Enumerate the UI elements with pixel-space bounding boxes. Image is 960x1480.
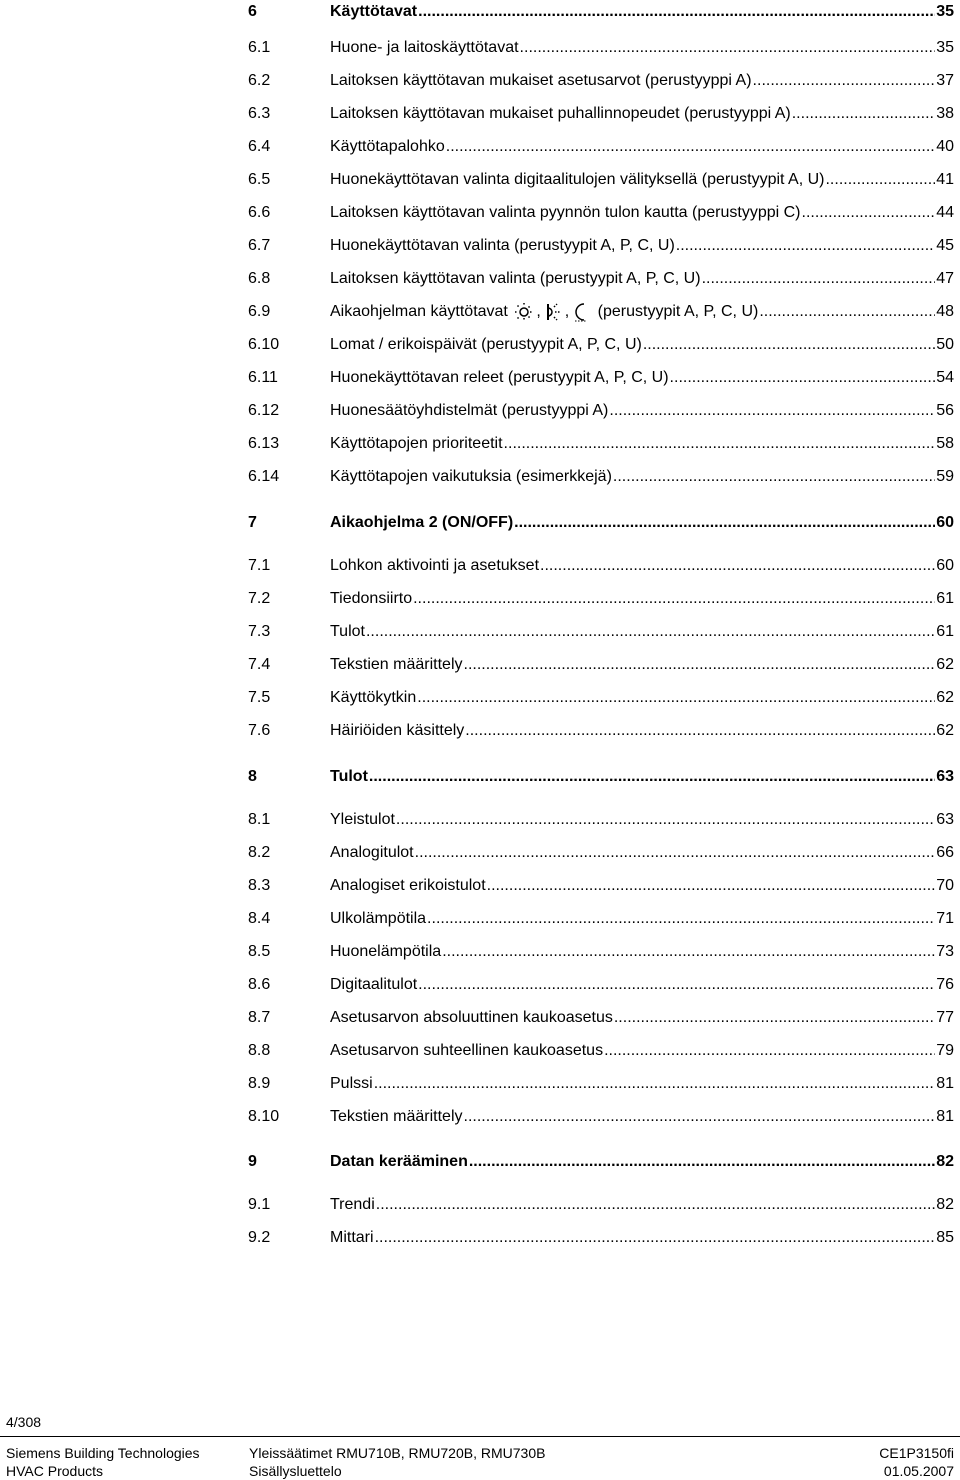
toc-entry-page: 76 bbox=[936, 976, 954, 993]
toc-entry-page: 58 bbox=[936, 435, 954, 452]
toc-entry-number: 8.4 bbox=[248, 910, 271, 927]
toc-entry[interactable] bbox=[248, 1105, 954, 1129]
toc-dot-leader bbox=[465, 719, 935, 743]
toc-entry-number: 6.6 bbox=[248, 204, 271, 221]
toc-entry-page: 85 bbox=[936, 1229, 954, 1246]
toc-entry-title: Asetusarvon suhteellinen kaukoasetus bbox=[330, 1042, 604, 1059]
toc-entry-number: 6.14 bbox=[248, 468, 280, 485]
footer-section: Sisällysluettelo bbox=[249, 1463, 342, 1479]
toc-entry-number: 6.7 bbox=[248, 237, 271, 254]
toc-entry-number: 6.12 bbox=[248, 402, 280, 419]
toc-entry-title: Häiriöiden käsittely bbox=[330, 722, 465, 739]
toc-entry-title: Käyttökytkin bbox=[330, 689, 417, 706]
toc-entry-number: 8.7 bbox=[248, 1009, 271, 1026]
toc-entry-page: 44 bbox=[936, 204, 954, 221]
toc-entry[interactable] bbox=[248, 432, 954, 456]
toc-dot-leader bbox=[396, 808, 935, 832]
toc-dot-leader bbox=[487, 874, 936, 898]
toc-entry-title: Analogitulot bbox=[330, 844, 414, 861]
toc-entry-page: 35 bbox=[936, 3, 954, 20]
toc-entry-title: Huone- ja laitoskäyttötavat bbox=[330, 39, 519, 56]
toc-chapter-entry[interactable] bbox=[248, 511, 954, 535]
toc-entry[interactable] bbox=[248, 1226, 954, 1250]
toc-entry-title: Lomat / erikoispäivät (perustyypit A, P, C, U) bbox=[330, 336, 642, 353]
footer-date: 01.05.2007 bbox=[883, 1463, 954, 1479]
toc-dot-leader bbox=[514, 511, 935, 535]
toc-entry-number: 7 bbox=[248, 514, 257, 531]
toc-entry-title: Tulot bbox=[330, 768, 368, 785]
toc-entry-page: 62 bbox=[936, 689, 954, 706]
economy-moon-icon bbox=[571, 302, 591, 322]
toc-dot-leader bbox=[417, 686, 935, 710]
toc-entry-title: Laitoksen käyttötavan valinta pyynnön tulon kautta (perustyyppi C) bbox=[330, 204, 801, 221]
toc-entry-page: 47 bbox=[936, 270, 954, 287]
toc-entry-number: 6.13 bbox=[248, 435, 280, 452]
toc-entry[interactable] bbox=[248, 1039, 954, 1063]
toc-entry-page: 63 bbox=[936, 811, 954, 828]
toc-entry-number: 6 bbox=[248, 3, 257, 20]
toc-entry[interactable] bbox=[248, 686, 954, 710]
toc-entry-title: Aikaohjelman käyttötavat , , (perustyypit A, P, C, U) bbox=[330, 303, 759, 320]
toc-entry-page: 50 bbox=[936, 336, 954, 353]
toc-dot-leader bbox=[613, 465, 935, 489]
toc-entry[interactable] bbox=[248, 168, 954, 192]
toc-entry-title: Tulot bbox=[330, 623, 365, 640]
toc-dot-leader bbox=[464, 653, 936, 677]
toc-entry-page: 81 bbox=[936, 1075, 954, 1092]
toc-dot-leader bbox=[604, 1039, 935, 1063]
toc-entry[interactable] bbox=[248, 808, 954, 832]
toc-dot-leader bbox=[418, 973, 935, 997]
toc-entry-title: Laitoksen käyttötavan mukaiset puhallinnopeudet (perustyyppi A) bbox=[330, 105, 791, 122]
toc-entry[interactable] bbox=[248, 620, 954, 644]
toc-entry-number: 7.4 bbox=[248, 656, 271, 673]
toc-entry[interactable] bbox=[248, 1006, 954, 1030]
footer-doc-id: CE1P3150fi bbox=[879, 1445, 954, 1461]
toc-entry-title: Tiedonsiirto bbox=[330, 590, 413, 607]
toc-chapter-entry[interactable] bbox=[248, 0, 954, 24]
toc-dot-leader bbox=[792, 102, 935, 126]
toc-entry-page: 35 bbox=[936, 39, 954, 56]
toc-entry[interactable] bbox=[248, 554, 954, 578]
toc-entry[interactable] bbox=[248, 1072, 954, 1096]
toc-entry-page: 62 bbox=[936, 656, 954, 673]
toc-entry-title: Käyttötapojen vaikutuksia (esimerkkejä) bbox=[330, 468, 612, 485]
toc-entry-number: 8.9 bbox=[248, 1075, 271, 1092]
toc-entry-page: 60 bbox=[936, 514, 954, 531]
toc-entry-page: 37 bbox=[936, 72, 954, 89]
toc-dot-leader bbox=[376, 1193, 935, 1217]
toc-entry-number: 8 bbox=[248, 768, 257, 785]
toc-entry-page: 40 bbox=[936, 138, 954, 155]
toc-entry[interactable] bbox=[248, 1193, 954, 1217]
toc-dot-leader bbox=[825, 168, 935, 192]
toc-entry-page: 62 bbox=[936, 722, 954, 739]
toc-dot-leader bbox=[504, 432, 936, 456]
toc-entry-title: Trendi bbox=[330, 1196, 375, 1213]
toc-entry[interactable] bbox=[248, 300, 954, 324]
toc-dot-leader bbox=[369, 765, 935, 789]
toc-entry-number: 8.3 bbox=[248, 877, 271, 894]
toc-entry-page: 63 bbox=[936, 768, 954, 785]
toc-dot-leader bbox=[540, 554, 935, 578]
toc-entry-title: Analogiset erikoistulot bbox=[330, 877, 486, 894]
toc-entry-number: 8.10 bbox=[248, 1108, 280, 1125]
toc-entry-number: 6.8 bbox=[248, 270, 271, 287]
toc-dot-leader bbox=[442, 940, 935, 964]
toc-entry-page: 66 bbox=[936, 844, 954, 861]
toc-entry-number: 7.3 bbox=[248, 623, 271, 640]
toc-entry-number: 6.1 bbox=[248, 39, 271, 56]
toc-entry-page: 54 bbox=[936, 369, 954, 386]
toc-entry[interactable] bbox=[248, 333, 954, 357]
toc-entry-title: Lohkon aktivointi ja asetukset bbox=[330, 557, 540, 574]
toc-entry-number: 6.3 bbox=[248, 105, 271, 122]
toc-entry[interactable] bbox=[248, 940, 954, 964]
footer-division: HVAC Products bbox=[6, 1463, 103, 1479]
toc-dot-leader bbox=[609, 399, 935, 423]
toc-dot-leader bbox=[464, 1105, 936, 1129]
toc-entry-number: 8.2 bbox=[248, 844, 271, 861]
toc-dot-leader bbox=[643, 333, 935, 357]
toc-entry-title: Yleistulot bbox=[330, 811, 395, 828]
toc-entry-page: 61 bbox=[936, 590, 954, 607]
toc-entry-number: 8.5 bbox=[248, 943, 271, 960]
footer-product: Yleissäätimet RMU710B, RMU720B, RMU730B bbox=[249, 1445, 546, 1461]
toc-dot-leader bbox=[753, 69, 936, 93]
toc-chapter-entry[interactable] bbox=[248, 1150, 954, 1174]
toc-entry-title: Käyttötapojen prioriteetit bbox=[330, 435, 503, 452]
toc-entry-page: 38 bbox=[936, 105, 954, 122]
precomfort-half-sun-icon bbox=[543, 302, 563, 322]
toc-entry[interactable] bbox=[248, 587, 954, 611]
toc-entry-page: 56 bbox=[936, 402, 954, 419]
toc-dot-leader bbox=[415, 841, 936, 865]
toc-entry-page: 73 bbox=[936, 943, 954, 960]
toc-dot-leader bbox=[702, 267, 936, 291]
toc-entry-number: 9.2 bbox=[248, 1229, 271, 1246]
toc-entry-page: 79 bbox=[936, 1042, 954, 1059]
toc-dot-leader bbox=[446, 135, 935, 159]
toc-entry-title: Huonesäätöyhdistelmät (perustyyppi A) bbox=[330, 402, 609, 419]
toc-entry-page: 70 bbox=[936, 877, 954, 894]
toc-entry-title: Mittari bbox=[330, 1229, 374, 1246]
toc-entry-page: 60 bbox=[936, 557, 954, 574]
toc-entry[interactable] bbox=[248, 973, 954, 997]
toc-entry-number: 9 bbox=[248, 1153, 257, 1170]
toc-dot-leader bbox=[374, 1072, 936, 1096]
toc-entry-number: 7.6 bbox=[248, 722, 271, 739]
toc-entry-title: Digitaalitulot bbox=[330, 976, 418, 993]
toc-entry[interactable] bbox=[248, 102, 954, 126]
toc-entry-title: Ulkolämpötila bbox=[330, 910, 427, 927]
toc-dot-leader bbox=[375, 1226, 936, 1250]
toc-entry-title: Tekstien määrittely bbox=[330, 1108, 463, 1125]
toc-entry-number: 7.1 bbox=[248, 557, 271, 574]
toc-entry-title: Laitoksen käyttötavan mukaiset asetusarvot (perustyyppi A) bbox=[330, 72, 752, 89]
toc-dot-leader bbox=[366, 620, 935, 644]
toc-entry[interactable] bbox=[248, 36, 954, 60]
toc-entry-page: 41 bbox=[936, 171, 954, 188]
toc-entry-page: 81 bbox=[936, 1108, 954, 1125]
toc-dot-leader bbox=[418, 0, 935, 24]
toc-entry-page: 82 bbox=[936, 1153, 954, 1170]
toc-entry-title: Pulssi bbox=[330, 1075, 373, 1092]
toc-entry-number: 6.5 bbox=[248, 171, 271, 188]
toc-entry-title: Laitoksen käyttötavan valinta (perustyypit A, P, C, U) bbox=[330, 270, 701, 287]
toc-entry-title: Tekstien määrittely bbox=[330, 656, 463, 673]
footer-company: Siemens Building Technologies bbox=[6, 1445, 200, 1461]
toc-entry-number: 8.1 bbox=[248, 811, 271, 828]
toc-entry-number: 8.6 bbox=[248, 976, 271, 993]
toc-entry-page: 59 bbox=[936, 468, 954, 485]
toc-entry-page: 61 bbox=[936, 623, 954, 640]
toc-entry[interactable] bbox=[248, 366, 954, 390]
footer-rule bbox=[0, 1436, 960, 1437]
toc-entry-page: 77 bbox=[936, 1009, 954, 1026]
toc-entry[interactable] bbox=[248, 653, 954, 677]
toc-entry-title: Aikaohjelma 2 (ON/OFF) bbox=[330, 514, 514, 531]
toc-entry[interactable] bbox=[248, 135, 954, 159]
toc-entry-number: 7.2 bbox=[248, 590, 271, 607]
toc-entry-number: 6.2 bbox=[248, 72, 271, 89]
page-number: 4/308 bbox=[6, 1414, 42, 1430]
toc-entry-page: 48 bbox=[936, 303, 954, 320]
toc-entry[interactable] bbox=[248, 69, 954, 93]
toc-dot-leader bbox=[759, 300, 935, 324]
toc-entry[interactable] bbox=[248, 399, 954, 423]
toc-entry-page: 82 bbox=[936, 1196, 954, 1213]
toc-entry-number: 6.10 bbox=[248, 336, 280, 353]
toc-entry-title: Huonekäyttötavan valinta (perustyypit A, P, C, U) bbox=[330, 237, 675, 254]
toc-dot-leader bbox=[413, 587, 935, 611]
toc-entry-number: 6.4 bbox=[248, 138, 271, 155]
toc-entry-page: 71 bbox=[936, 910, 954, 927]
toc-entry-number: 9.1 bbox=[248, 1196, 271, 1213]
toc-chapter-entry[interactable] bbox=[248, 765, 954, 789]
toc-dot-leader bbox=[670, 366, 936, 390]
toc-dot-leader bbox=[802, 201, 936, 225]
toc-entry[interactable] bbox=[248, 465, 954, 489]
toc-entry-number: 7.5 bbox=[248, 689, 271, 706]
toc-entry[interactable] bbox=[248, 267, 954, 291]
toc-entry[interactable] bbox=[248, 874, 954, 898]
toc-entry-title: Asetusarvon absoluuttinen kaukoasetus bbox=[330, 1009, 613, 1026]
toc-entry-number: 6.11 bbox=[248, 369, 278, 386]
toc-entry-title: Käyttötavat bbox=[330, 3, 418, 20]
comfort-sun-icon bbox=[514, 302, 534, 322]
toc-entry[interactable] bbox=[248, 907, 954, 931]
toc-dot-leader bbox=[427, 907, 935, 931]
toc-entry-title: Datan kerääminen bbox=[330, 1153, 468, 1170]
toc-dot-leader bbox=[614, 1006, 935, 1030]
toc-entry-number: 8.8 bbox=[248, 1042, 271, 1059]
toc-entry-title: Huonekäyttötavan releet (perustyypit A, P, C, U) bbox=[330, 369, 669, 386]
toc-entry-title: Käyttötapalohko bbox=[330, 138, 445, 155]
toc-entry[interactable] bbox=[248, 719, 954, 743]
toc-entry[interactable] bbox=[248, 841, 954, 865]
toc-dot-leader bbox=[520, 36, 936, 60]
toc-entry-page: 45 bbox=[936, 237, 954, 254]
toc-entry-title: Huonekäyttötavan valinta digitaalitulojen välityksellä (perustyypit A, U) bbox=[330, 171, 825, 188]
toc-entry[interactable] bbox=[248, 234, 954, 258]
toc-entry-title: Huonelämpötila bbox=[330, 943, 442, 960]
toc-entry-number: 6.9 bbox=[248, 303, 271, 320]
toc-dot-leader bbox=[676, 234, 935, 258]
toc-entry[interactable] bbox=[248, 201, 954, 225]
toc-dot-leader bbox=[469, 1150, 935, 1174]
